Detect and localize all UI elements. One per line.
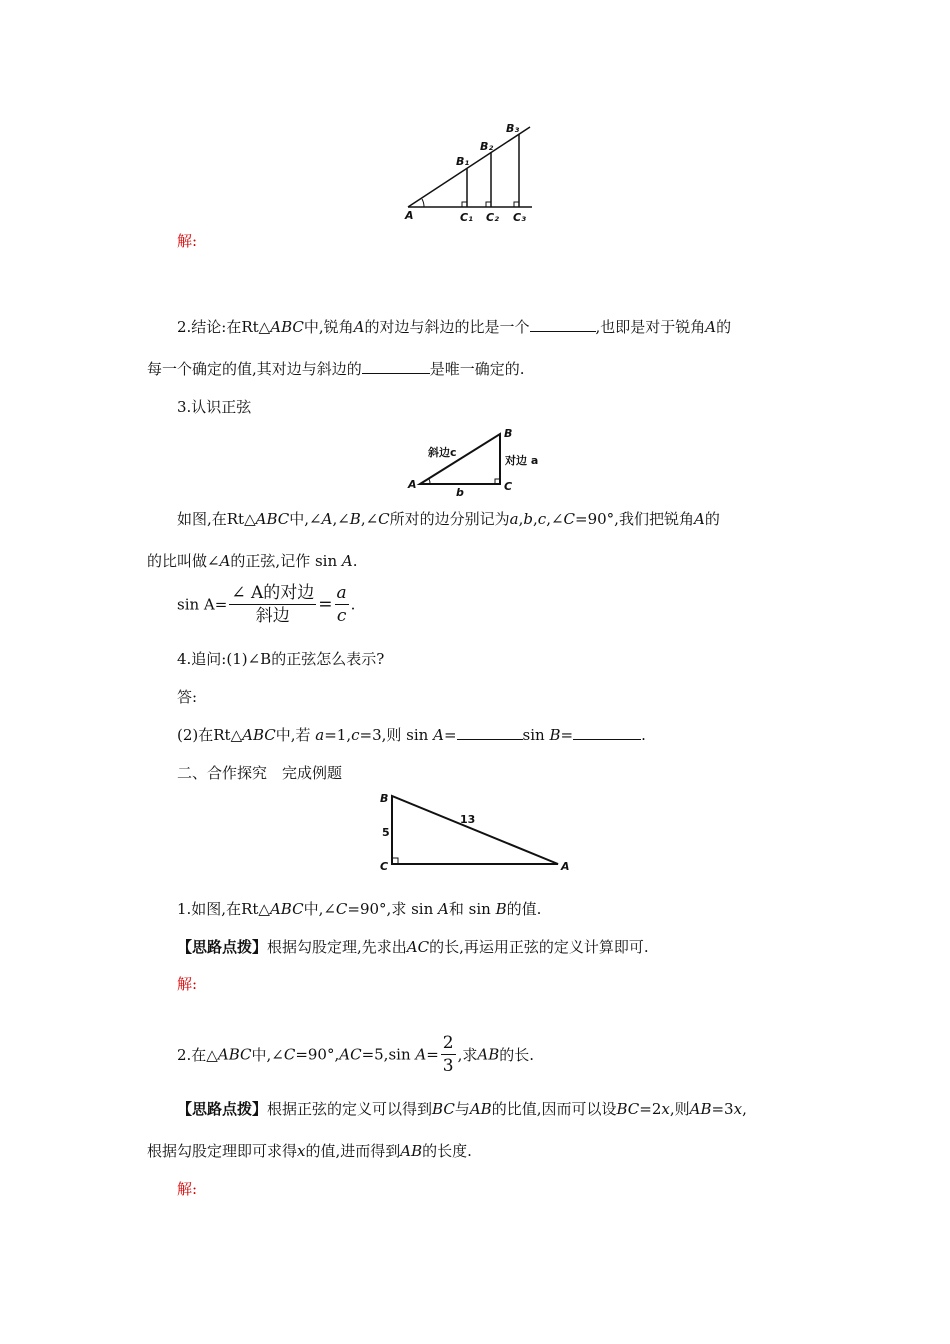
text: . <box>352 552 358 570</box>
var: x <box>733 1100 743 1118</box>
label-opposite: 对边 a <box>505 454 539 467</box>
text: 的比叫做∠ <box>147 552 220 570</box>
var: c <box>351 726 360 744</box>
text: = <box>443 726 457 744</box>
example-1-question <box>177 898 541 919</box>
fill-blank[interactable] <box>457 725 523 740</box>
angle-arc <box>422 199 424 207</box>
var: AB <box>400 1142 423 1160</box>
text: ,∠ <box>546 510 564 528</box>
example-2-hint-line-1 <box>177 1098 747 1119</box>
text: = <box>426 1045 439 1064</box>
label-A: A <box>561 860 570 873</box>
text: =2 <box>639 1100 662 1118</box>
sine-fraction <box>441 1032 456 1077</box>
label-B: B <box>380 792 389 805</box>
right-triangle-figure <box>404 422 554 502</box>
label-B: B <box>504 427 513 440</box>
var: B <box>349 510 361 528</box>
conclusion-line-2 <box>147 358 525 379</box>
conclusion-line-1 <box>177 316 731 337</box>
follow-up-question: 4.追问:(1)∠B的正弦怎么表示? <box>177 650 385 668</box>
var: A <box>693 510 705 528</box>
var: A <box>219 552 231 570</box>
var: A <box>705 318 717 336</box>
var: c <box>537 510 547 528</box>
text: ,则 <box>669 1100 690 1118</box>
fraction-numerator: a <box>336 583 347 603</box>
text: 根据正弦的定义可以得到 <box>267 1100 433 1118</box>
label-C1: C₁ <box>460 211 473 224</box>
text: sin <box>522 726 550 744</box>
definition-line-2 <box>147 550 358 571</box>
label-C: C <box>504 480 513 493</box>
period: . <box>350 595 356 614</box>
text: 中,∠ <box>251 1046 284 1064</box>
var: AB <box>689 1100 712 1118</box>
answer-label: 答: <box>177 688 198 706</box>
var: ABC <box>270 318 304 336</box>
hint-tag: 【思路点拨】 <box>177 1100 268 1118</box>
label-C3: C₃ <box>513 211 526 224</box>
text: 所对的边分别记为 <box>389 510 510 528</box>
fill-blank[interactable] <box>530 317 596 332</box>
similar-triangles-figure <box>400 118 540 228</box>
example-1-hint <box>177 936 649 957</box>
var: ABC <box>255 510 290 528</box>
example-2-hint-line-2 <box>147 1140 472 1161</box>
var: x <box>661 1100 670 1118</box>
text: =90°, <box>295 1045 340 1064</box>
text: 2.结论:在Rt△ <box>177 318 271 336</box>
triangle-shape <box>392 796 558 864</box>
var: a <box>315 726 325 744</box>
text: 每一个确定的值,其对边与斜边的 <box>147 360 362 378</box>
equals: = <box>318 594 333 615</box>
text: 中,锐角 <box>303 318 354 336</box>
text: (2)在Rt△ <box>177 726 243 744</box>
var: x <box>297 1142 306 1160</box>
text: 根据勾股定理,先求出 <box>267 938 407 956</box>
var: A <box>321 510 333 528</box>
var: AC <box>339 1045 362 1064</box>
text: , <box>742 1100 747 1118</box>
sine-formula <box>177 582 355 627</box>
label-hypotenuse: 斜边c <box>428 446 457 459</box>
var: A <box>353 318 365 336</box>
var: C <box>563 510 576 528</box>
text: 的长度. <box>422 1142 472 1160</box>
text: 和 sin <box>448 900 496 918</box>
text: ,∠ <box>360 510 379 528</box>
text: ,求 <box>457 1046 478 1064</box>
label-B3: B₃ <box>506 122 520 135</box>
text: =3,则 sin <box>359 726 434 744</box>
text: 的比值,因而可以设 <box>491 1100 617 1118</box>
follow-up-part-2 <box>177 724 646 745</box>
example-triangle-figure <box>378 788 574 874</box>
fill-blank[interactable] <box>573 725 641 740</box>
text: 的 <box>704 510 720 528</box>
var: AC <box>406 938 430 956</box>
label-A: A <box>408 478 417 491</box>
text: 的值,进而得到 <box>305 1142 401 1160</box>
var: A <box>415 1045 427 1064</box>
text: 中,∠ <box>289 510 322 528</box>
text: 与 <box>454 1100 470 1118</box>
text: 的长. <box>499 1046 535 1064</box>
var: C <box>335 900 348 918</box>
fill-blank[interactable] <box>362 359 430 374</box>
var: a <box>509 510 519 528</box>
solution-label-2: 解: <box>177 975 198 993</box>
text: =90°,我们把锐角 <box>575 510 694 528</box>
section-heading: 二、合作探究 完成例题 <box>177 764 343 782</box>
var: B <box>495 900 507 918</box>
hint-tag: 【思路点拨】 <box>177 938 268 956</box>
definition-line-1 <box>177 508 720 529</box>
label-hyp-13: 13 <box>460 813 476 826</box>
label-B1: B₁ <box>456 155 470 168</box>
text: 的 <box>716 318 732 336</box>
text: , <box>533 510 538 528</box>
text: ,也即是对于锐角 <box>595 318 706 336</box>
var: C <box>283 1045 296 1064</box>
var: A <box>433 726 444 744</box>
fraction-denominator: c <box>336 606 347 626</box>
text: . <box>641 726 646 744</box>
label-side-5: 5 <box>382 826 390 839</box>
var: BC <box>432 1100 455 1118</box>
text: =1, <box>324 726 352 744</box>
item-3-heading: 3.认识正弦 <box>177 398 252 416</box>
text: = <box>560 726 574 744</box>
solution-label-1: 解: <box>177 232 198 250</box>
text: 2.在△ <box>177 1046 218 1064</box>
text: 如图,在Rt△ <box>177 510 256 528</box>
var: A <box>341 552 353 570</box>
example-2-question <box>177 1032 534 1077</box>
label-adjacent: b <box>456 486 464 499</box>
formula-lhs: sin A= <box>177 595 228 614</box>
var: C <box>378 510 390 528</box>
fraction-denominator: 3 <box>442 1056 454 1076</box>
var: b <box>523 510 534 528</box>
text: , <box>518 510 524 528</box>
text: =5,sin <box>361 1045 416 1064</box>
text: 根据勾股定理即可求得 <box>147 1142 298 1160</box>
label-B2: B₂ <box>480 140 494 153</box>
text: 中,若 <box>275 726 316 744</box>
label-C2: C₂ <box>486 211 499 224</box>
text: 1.如图,在Rt△ <box>177 900 270 918</box>
fraction-letters <box>335 582 349 627</box>
text: ,∠ <box>332 510 350 528</box>
text: 的长,再运用正弦的定义计算即可. <box>429 938 649 956</box>
var: B <box>549 726 561 744</box>
var: ABC <box>242 726 276 744</box>
var: BC <box>616 1100 640 1118</box>
text: =3 <box>711 1100 734 1118</box>
solution-label-3: 解: <box>177 1180 198 1198</box>
var: ABC <box>217 1045 252 1064</box>
var: ABC <box>269 900 304 918</box>
text: 中,∠ <box>303 900 336 918</box>
text: 是唯一确定的. <box>429 360 525 378</box>
text: 的正弦,记作 sin <box>230 552 342 570</box>
fraction-denominator: 斜边 <box>255 606 290 626</box>
var: AB <box>469 1100 492 1118</box>
var: AB <box>477 1045 500 1064</box>
text: 的对边与斜边的比是一个 <box>364 318 530 336</box>
label-A: A <box>405 209 414 222</box>
text: =90°,求 sin <box>347 900 439 918</box>
fraction-words <box>229 582 316 627</box>
triangle-shape <box>420 434 500 484</box>
text: 的值. <box>506 900 542 918</box>
label-C: C <box>380 860 389 873</box>
fraction-numerator: ∠ A的对边 <box>231 583 315 603</box>
fraction-numerator: 2 <box>442 1033 454 1053</box>
var: A <box>438 900 449 918</box>
